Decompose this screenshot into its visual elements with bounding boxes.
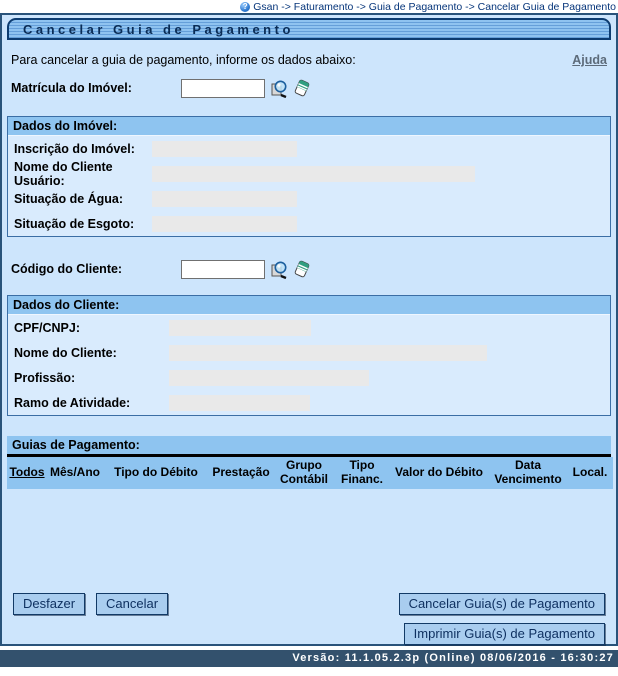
situacao-agua-value — [152, 191, 297, 207]
intro-text: Para cancelar a guia de pagamento, informe os dados abaixo: — [11, 53, 356, 67]
column-prestacao: Prestação — [209, 457, 273, 489]
column-valor-debito: Valor do Débito — [389, 457, 489, 489]
inscricao-value — [152, 141, 297, 157]
nome-cliente-label: Nome do Cliente: — [14, 345, 117, 360]
main-container — [0, 13, 618, 646]
inscricao-label: Inscrição do Imóvel: — [14, 141, 135, 156]
inscricao-row — [8, 136, 610, 161]
breadcrumb-text: Gsan -> Faturamento -> Guia de Pagamento -> Cancelar Guia de Pagamento — [253, 0, 616, 13]
guias-header: Guias de Pagamento: — [7, 436, 611, 457]
dados-cliente-panel — [7, 295, 611, 416]
guias-table-header-row — [7, 457, 613, 489]
situacao-agua-label: Situação de Água: — [14, 191, 124, 206]
column-local: Local. — [567, 457, 613, 489]
codigo-cliente-label: Código do Cliente: — [11, 262, 123, 276]
situacao-esgoto-value — [152, 216, 297, 232]
profissao-row — [8, 365, 610, 390]
page-title-bar — [7, 18, 611, 40]
codigo-cliente-row — [11, 257, 607, 281]
ramo-atividade-value — [169, 395, 310, 411]
situacao-esgoto-row — [8, 211, 610, 236]
dados-cliente-header: Dados do Cliente: — [8, 296, 610, 315]
help-link[interactable]: Ajuda — [572, 53, 607, 67]
version-text: Versão: 11.1.05.2.3p (Online) 08/06/2016 - 16:30:27 — [292, 652, 614, 664]
matricula-label: Matrícula do Imóvel: — [11, 81, 132, 95]
button-row — [13, 593, 605, 645]
situacao-esgoto-label: Situação de Esgoto: — [14, 216, 135, 231]
cpf-cnpj-label: CPF/CNPJ: — [14, 320, 80, 335]
cpf-cnpj-row — [8, 315, 610, 340]
profissao-label: Profissão: — [14, 370, 76, 385]
nome-cliente-value — [169, 345, 487, 361]
page-title: Cancelar Guia de Pagamento — [23, 21, 294, 37]
guias-table-empty-body — [7, 489, 611, 593]
desfazer-button[interactable]: Desfazer — [13, 593, 85, 615]
help-ball-icon: ? — [240, 2, 250, 12]
search-icon[interactable] — [270, 79, 289, 98]
nome-cliente-usuario-row — [8, 161, 610, 186]
nome-cliente-usuario-label: Nome do Cliente Usuário: — [14, 159, 113, 188]
ramo-atividade-row — [8, 390, 610, 415]
breadcrumb-bar — [0, 0, 618, 13]
dados-imovel-header: Dados do Imóvel: — [8, 117, 610, 136]
search-icon[interactable] — [270, 260, 289, 279]
column-grupo-contabil: Grupo Contábil — [273, 457, 335, 489]
column-tipo-debito: Tipo do Débito — [103, 457, 209, 489]
cancelar-button[interactable]: Cancelar — [96, 593, 168, 615]
column-todos[interactable]: Todos — [7, 457, 47, 489]
column-tipo-financ: Tipo Financ. — [335, 457, 389, 489]
breadcrumb[interactable] — [240, 1, 616, 13]
situacao-agua-row — [8, 186, 610, 211]
matricula-input[interactable] — [181, 79, 265, 98]
guias-table — [7, 457, 613, 489]
cancelar-guias-button[interactable]: Cancelar Guia(s) de Pagamento — [399, 593, 605, 615]
column-data-vencimento: Data Vencimento — [489, 457, 567, 489]
cpf-cnpj-value — [169, 320, 311, 336]
nome-cliente-row — [8, 340, 610, 365]
nome-cliente-usuario-value — [152, 166, 475, 182]
profissao-value — [169, 370, 369, 386]
ramo-atividade-label: Ramo de Atividade: — [14, 395, 131, 410]
column-mes-ano: Mês/Ano — [47, 457, 103, 489]
eraser-icon[interactable] — [293, 260, 312, 279]
matricula-row — [11, 76, 607, 100]
imprimir-guias-button[interactable]: Imprimir Guia(s) de Pagamento — [404, 623, 605, 645]
version-footer — [0, 650, 618, 667]
codigo-cliente-input[interactable] — [181, 260, 265, 279]
guias-section — [7, 436, 611, 593]
dados-imovel-panel — [7, 116, 611, 237]
eraser-icon[interactable] — [293, 79, 312, 98]
